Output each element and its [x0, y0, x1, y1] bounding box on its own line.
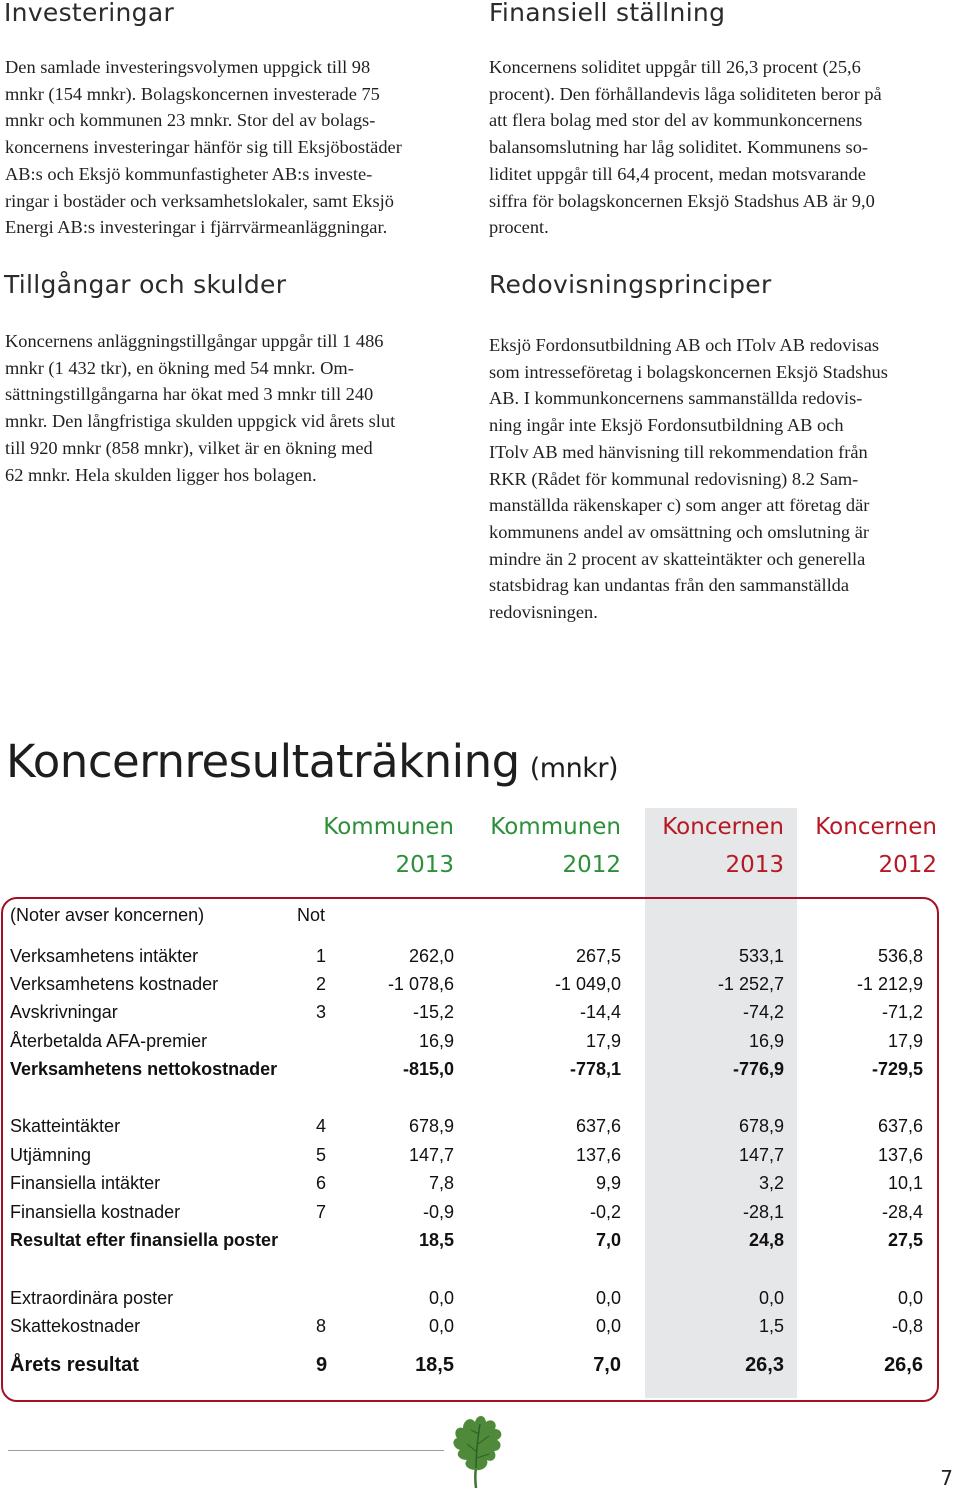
footer-rule	[8, 1450, 444, 1451]
col-year: 2012	[562, 852, 621, 878]
row-label: Finansiella kostnader	[10, 1202, 181, 1222]
cell-kommunen-2012: -1 049,0	[554, 974, 621, 994]
row-not: 8	[316, 1316, 327, 1336]
text-line: siffra för bolagskoncernen Eksjö Stadshus AB är 9,0	[489, 190, 875, 211]
statement-title	[6, 735, 618, 788]
row-label: Avskrivningar	[10, 1002, 118, 1022]
cell-koncernen-2013: -28,1	[742, 1202, 784, 1222]
row-not: 9	[316, 1354, 328, 1376]
col-year: 2013	[725, 852, 784, 878]
text-line: Koncernens soliditet uppgår till 26,3 procent (25,6	[489, 57, 861, 77]
cell-koncernen-2012: 137,6	[877, 1145, 923, 1165]
page-number: 7	[940, 1466, 953, 1490]
text-line: balansomslutning har låg soliditet. Kommunens so-	[489, 137, 869, 158]
text-line: liditet uppgår till 64,4 procent, medan motsvarande	[489, 163, 866, 184]
cell-koncernen-2013: 147,7	[738, 1145, 784, 1165]
cell-koncernen-2013: 26,3	[745, 1354, 784, 1376]
text-line: ringar i bostäder och verksamhetslokaler, samt Eksjö	[5, 190, 394, 211]
row-not: 6	[316, 1173, 327, 1193]
row-label: Verksamhetens nettokostnader	[10, 1059, 278, 1079]
col-org: Koncernen	[815, 814, 937, 840]
text-line: ning ingår inte Eksjö Fordonsutbildning AB och	[489, 415, 844, 436]
cell-koncernen-2012: 637,6	[877, 1116, 923, 1136]
section-heading-tillgangar: Tillgångar och skulder	[4, 270, 287, 299]
text-line: mnkr (1 432 tkr), en ökning med 54 mnkr. Om-	[5, 357, 354, 378]
cell-kommunen-2012: 137,6	[575, 1145, 621, 1165]
cell-koncernen-2013: 533,1	[738, 946, 784, 966]
oak-leaf-icon	[445, 1408, 509, 1492]
text-line: manställda räkenskaper c) som anger att företag där	[489, 495, 870, 516]
cell-koncernen-2013: 16,9	[748, 1031, 784, 1051]
col-org: Koncernen	[662, 814, 784, 840]
text-line: Koncernens anläggningstillgångar uppgår till 1 486	[5, 331, 384, 351]
cell-kommunen-2013: 678,9	[408, 1116, 454, 1136]
cell-koncernen-2013: 1,5	[758, 1316, 784, 1336]
table-row	[0, 974, 940, 1000]
cell-koncernen-2012: 10,1	[887, 1173, 923, 1193]
row-label: Verksamhetens intäkter	[10, 946, 199, 966]
row-not: 3	[316, 1002, 327, 1022]
table-row	[0, 1031, 940, 1057]
cell-kommunen-2013: 18,5	[415, 1354, 454, 1376]
statement-unit: (mnkr)	[529, 753, 618, 784]
cell-koncernen-2012: -28,4	[881, 1202, 923, 1222]
cell-kommunen-2012: 9,9	[595, 1173, 621, 1193]
cell-kommunen-2013: -1 078,6	[387, 974, 454, 994]
row-not: 4	[316, 1116, 327, 1136]
table-row	[0, 1116, 940, 1142]
row-not: 5	[316, 1145, 327, 1165]
col-header-koncernen-2012	[815, 808, 937, 884]
table-row	[0, 1316, 940, 1342]
cell-koncernen-2012: 26,6	[884, 1354, 923, 1376]
cell-koncernen-2013: 24,8	[748, 1230, 784, 1250]
table-row-total	[0, 1354, 940, 1380]
cell-koncernen-2012: -0,8	[891, 1316, 923, 1336]
row-label: Finansiella intäkter	[10, 1173, 161, 1193]
text-line: sättningstillgångarna har ökat med 3 mnkr till 240	[5, 384, 374, 405]
table-header-row	[0, 905, 940, 931]
row-label: Extraordinära poster	[10, 1288, 174, 1308]
text-line: procent). Den förhållandevis låga soliditeten beror på	[489, 83, 882, 104]
text-line: till 920 mnkr (858 mnkr), vilket är en ökning med	[5, 437, 373, 458]
text-line: AB. I kommunkoncernens sammanställda redovis-	[489, 388, 863, 409]
investeringar-text	[5, 54, 402, 241]
text-line: RKR (Rådet för kommunal redovisning) 8.2 Sam-	[489, 468, 859, 489]
text-line: mindre än 2 procent av skatteintäkter och generella	[489, 548, 866, 569]
cell-kommunen-2013: 18,5	[418, 1230, 454, 1250]
cell-kommunen-2012: -0,2	[589, 1202, 621, 1222]
cell-kommunen-2012: 7,0	[593, 1354, 621, 1376]
col-year: 2012	[878, 852, 937, 878]
section-heading-investeringar: Investeringar	[4, 0, 175, 27]
text-line: ITolv AB med hänvisning till rekommendation från	[489, 441, 868, 462]
cell-koncernen-2013: -74,2	[742, 1002, 784, 1022]
col-header-kommunen-2013	[323, 808, 454, 884]
cell-kommunen-2013: -815,0	[402, 1059, 454, 1079]
text-line: redovisningen.	[489, 602, 598, 623]
text-line: koncernens investeringar hänför sig till Eksjöbostäder	[5, 137, 402, 158]
cell-kommunen-2013: 0,0	[428, 1316, 454, 1336]
finansiell-text	[489, 54, 882, 241]
row-not: 7	[316, 1202, 327, 1222]
cell-koncernen-2012: -71,2	[881, 1002, 923, 1022]
cell-kommunen-2013: 0,0	[428, 1288, 454, 1308]
redovisning-text	[489, 332, 888, 626]
row-label: Skattekostnader	[10, 1316, 141, 1336]
note-header: (Noter avser koncernen)	[10, 905, 205, 925]
text-line: Energi AB:s investeringar i fjärrvärmeanläggningar.	[5, 217, 388, 238]
row-label: Resultat efter finansiella poster	[10, 1230, 279, 1250]
statement-title-text: Koncernresultaträkning	[6, 735, 520, 788]
cell-koncernen-2012: -729,5	[871, 1059, 923, 1079]
table-row	[0, 1288, 940, 1314]
table-row	[0, 1202, 940, 1228]
cell-kommunen-2012: 637,6	[575, 1116, 621, 1136]
text-line: mnkr och kommunen 23 mnkr. Stor del av bolags-	[5, 110, 376, 131]
col-header-kommunen-2012	[490, 808, 621, 884]
table-row	[0, 1145, 940, 1171]
cell-koncernen-2013: -776,9	[732, 1059, 784, 1079]
row-label: Skatteintäkter	[10, 1116, 121, 1136]
cell-kommunen-2012: -778,1	[569, 1059, 621, 1079]
table-row-subtotal	[0, 1059, 940, 1085]
cell-koncernen-2012: 0,0	[897, 1288, 923, 1308]
text-line: som intresseföretag i bolagskoncernen Eksjö Stadshus	[489, 361, 888, 382]
row-label: Utjämning	[10, 1145, 92, 1165]
cell-koncernen-2012: 27,5	[887, 1230, 923, 1250]
cell-kommunen-2013: 7,8	[428, 1173, 454, 1193]
cell-koncernen-2012: 536,8	[877, 946, 923, 966]
cell-koncernen-2013: 678,9	[738, 1116, 784, 1136]
text-line: AB:s och Eksjö kommunfastigheter AB:s investe-	[5, 163, 373, 184]
cell-kommunen-2012: 7,0	[595, 1230, 621, 1250]
col-year: 2013	[395, 852, 454, 878]
cell-kommunen-2013: -0,9	[422, 1202, 454, 1222]
text-line: att flera bolag med stor del av kommunkoncernens	[489, 110, 863, 131]
text-line: mnkr. Den långfristiga skulden uppgick vid årets slut	[5, 411, 396, 432]
cell-koncernen-2013: 0,0	[758, 1288, 784, 1308]
table-row	[0, 1173, 940, 1199]
col-header-koncernen-2013	[662, 808, 784, 884]
text-line: statsbidrag kan undantas från den sammanställda	[489, 575, 850, 596]
cell-kommunen-2012: -14,4	[579, 1002, 621, 1022]
cell-kommunen-2013: 147,7	[408, 1145, 454, 1165]
table-row-subtotal	[0, 1230, 940, 1256]
cell-kommunen-2012: 17,9	[585, 1031, 621, 1051]
text-line: Eksjö Fordonsutbildning AB och ITolv AB redovisas	[489, 335, 880, 355]
col-org: Kommunen	[323, 814, 454, 840]
row-label: Verksamhetens kostnader	[10, 974, 219, 994]
cell-koncernen-2012: 17,9	[887, 1031, 923, 1051]
text-line: kommunens andel av omsättning och omslutning är	[489, 521, 870, 542]
cell-koncernen-2013: 3,2	[758, 1173, 784, 1193]
cell-koncernen-2012: -1 212,9	[856, 974, 923, 994]
col-org: Kommunen	[490, 814, 621, 840]
tillgangar-text	[5, 328, 395, 488]
text-line: Den samlade investeringsvolymen uppgick till 98	[5, 57, 371, 77]
cell-kommunen-2012: 267,5	[575, 946, 621, 966]
cell-kommunen-2013: 16,9	[418, 1031, 454, 1051]
row-label: Årets resultat	[10, 1354, 139, 1376]
not-header: Not	[297, 905, 326, 925]
row-label: Återbetalda AFA-premier	[10, 1031, 208, 1051]
section-heading-finansiell: Finansiell ställning	[489, 0, 726, 27]
table-row	[0, 1002, 940, 1028]
cell-kommunen-2013: 262,0	[408, 946, 454, 966]
cell-koncernen-2013: -1 252,7	[717, 974, 784, 994]
cell-kommunen-2012: 0,0	[595, 1288, 621, 1308]
text-line: mnkr (154 mnkr). Bolagskoncernen investerade 75	[5, 83, 380, 104]
table-row	[0, 946, 940, 972]
row-not: 1	[316, 946, 327, 966]
text-line: procent.	[489, 217, 549, 238]
section-heading-redovisning: Redovisningsprinciper	[489, 270, 772, 299]
cell-kommunen-2013: -15,2	[412, 1002, 454, 1022]
cell-kommunen-2012: 0,0	[595, 1316, 621, 1336]
text-line: 62 mnkr. Hela skulden ligger hos bolagen.	[5, 464, 317, 485]
row-not: 2	[316, 974, 327, 994]
